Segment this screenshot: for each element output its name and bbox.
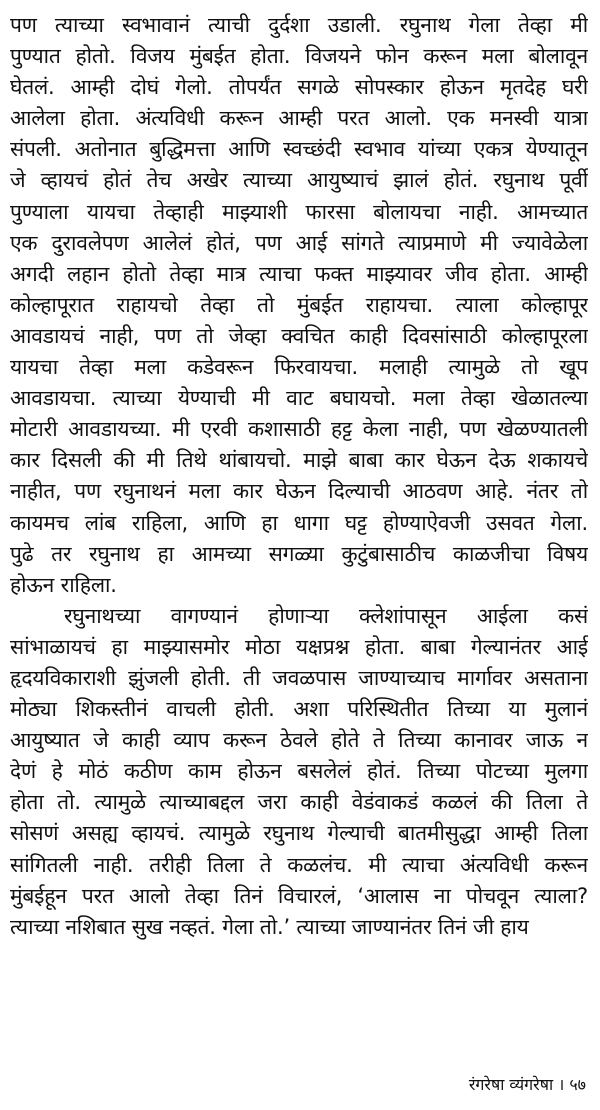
paragraph: [10, 601, 588, 943]
text-line: सांभाळायचं हा माझ्यासमोर मोठा यक्षप्रश्न होता. बाबा गेल्यानंतर आई: [10, 634, 588, 659]
text-line: होऊन राहिला.: [10, 572, 117, 597]
text-line: मोठ्या शिकस्तीनं वाचली होती. अशा परिस्थितीत तिच्या या मुलानं: [10, 697, 588, 722]
text-line: होता तो. त्यामुळे त्याच्याबद्दल जरा काही वेडंवाकडं कळलं की तिला ते: [10, 790, 588, 815]
text-line: देणं हे मोठं कठीण काम होऊन बसलेलं होतं. तिच्या पोटच्या मुलगा: [10, 759, 588, 784]
text-line: अगदी लहान होतो तेव्हा मात्र त्याचा फक्त माझ्यावर जीव होता. आम्ही: [10, 261, 588, 286]
text-line: जे व्हायचं होतं तेच अखेर त्याच्या आयुष्याचं झालं होतं. रघुनाथ पूर्वी: [10, 168, 588, 193]
text-line: कोल्हापूरात राहायचो तेव्हा तो मुंबईत राहायचा. त्याला कोल्हापूर: [10, 292, 588, 317]
text-line: त्याच्या नशिबात सुख नव्हतं. गेला तो.’ त्याच्या जाण्यानंतर तिनं जी हाय: [10, 914, 529, 939]
text-line: सोसणं असह्य व्हायचं. त्यामुळे रघुनाथ गेल्याची बातमीसुद्धा आम्ही तिला: [10, 821, 588, 846]
text-line: आयुष्यात जे काही व्याप करून ठेवले होते ते तिच्या कानावर जाऊ न: [10, 728, 588, 753]
text-line: कायमच लांब राहिला, आणि हा धागा घट्ट होण्याऐवजी उसवत गेला.: [10, 510, 588, 535]
text-line: एक दुरावलेपण आलेलं होतं, पण आई सांगते त्याप्रमाणे मी ज्यावेळेला: [10, 230, 588, 255]
text-line: पुण्याला यायचा तेव्हाही माझ्याशी फारसा बोलायचा नाही. आमच्यात: [10, 199, 588, 224]
text-line: आलेला होता. अंत्यविधी करून आम्ही परत आलो. एक मनस्वी यात्रा: [10, 106, 588, 131]
text-line: कार दिसली की मी तिथे थांबायचो. माझे बाबा कार घेऊन देऊ शकायचे: [10, 448, 588, 473]
paragraph: [10, 10, 588, 601]
text-line: आवडायचं नाही, पण तो जेव्हा क्वचित काही दिवसांसाठी कोल्हापूरला: [10, 323, 588, 348]
text-line: हृदयविकाराशी झुंजली होती. ती जवळपास जाण्याच्याच मार्गावर असताना: [10, 665, 588, 690]
text-line: मुंबईहून परत आलो तेव्हा तिनं विचारलं, ‘आलास ना पोचवून त्याला?: [10, 883, 588, 908]
text-line: मोटारी आवडायच्या. मी एरवी कशासाठी हट्ट केला नाही, पण खेळण्यातली: [10, 417, 588, 442]
text-line: घेतलं. आम्ही दोघं गेलो. तोपर्यंत सगळे सोपस्कार होऊन मृतदेह घरी: [10, 75, 588, 100]
text-line: रघुनाथच्या वागण्यानं होणाऱ्या क्लेशांपासून आईला कसं: [64, 603, 588, 628]
text-line: पुण्यात होतो. विजय मुंबईत होता. विजयने फोन करून मला बोलावून: [10, 44, 588, 69]
text-line: सांगितली नाही. तरीही तिला ते कळलंच. मी त्याचा अंत्यविधी करून: [10, 852, 588, 877]
running-footer-page-number: रंगरेषा व्यंगरेषा । ५७: [468, 1075, 586, 1094]
text-line: नाहीत, पण रघुनाथनं मला कार घेऊन दिल्याची आठवण आहे. नंतर तो: [10, 479, 588, 504]
text-line: आवडायचा. त्याच्या येण्याची मी वाट बघायचो. मला तेव्हा खेळातल्या: [10, 386, 588, 411]
text-line: संपली. अतोनात बुद्धिमत्ता आणि स्वच्छंदी स्वभाव यांच्या एकत्र येण्यातून: [10, 137, 588, 162]
text-line: पण त्याच्या स्वभावानं त्याची दुर्दशा उडाली. रघुनाथ गेला तेव्हा मी: [10, 13, 588, 37]
body-text: [10, 10, 588, 943]
text-line: यायचा तेव्हा मला कडेवरून फिरवायचा. मलाही त्यामुळे तो खूप: [10, 355, 588, 380]
text-line: पुढे तर रघुनाथ हा आमच्या सगळ्या कुटुंबासाठीच काळजीचा विषय: [10, 541, 588, 566]
